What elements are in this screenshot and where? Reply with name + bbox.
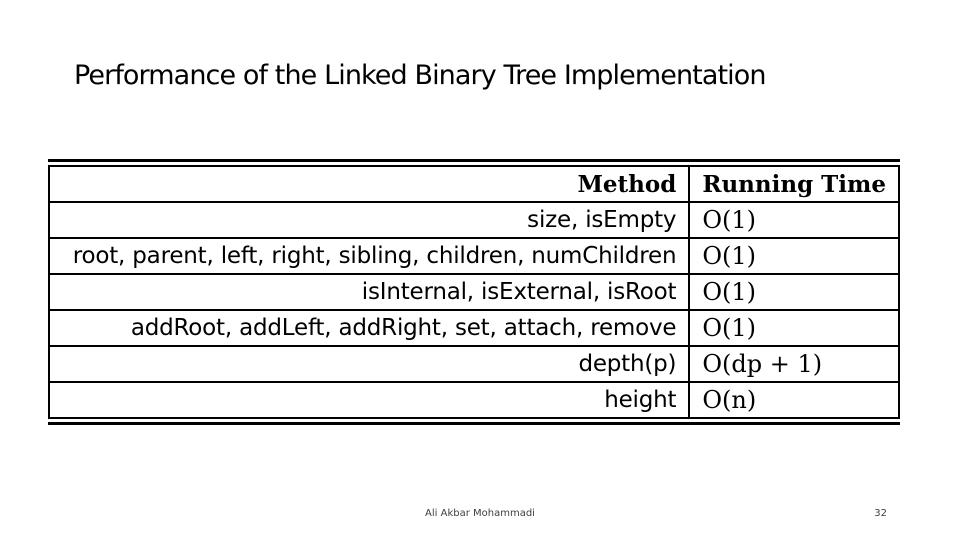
table-row bbox=[49, 382, 899, 418]
running-time-cell: O(1) bbox=[689, 274, 899, 310]
page-number: 32 bbox=[874, 508, 887, 519]
method-cell: isInternal, isExternal, isRoot bbox=[49, 274, 689, 310]
running-time-column-header: Running Time bbox=[689, 166, 899, 202]
method-cell: addRoot, addLeft, addRight, set, attach, remove bbox=[49, 310, 689, 346]
method-cell: depth(p) bbox=[49, 346, 689, 382]
running-time-cell: O(n) bbox=[689, 382, 899, 418]
table-row bbox=[49, 310, 899, 346]
running-time-cell: O(1) bbox=[689, 202, 899, 238]
running-time-cell: O(1) bbox=[689, 238, 899, 274]
table-bottom-rule bbox=[48, 422, 900, 425]
method-cell: size, isEmpty bbox=[49, 202, 689, 238]
table-header-row bbox=[49, 166, 899, 202]
method-column-header: Method bbox=[49, 166, 689, 202]
performance-table bbox=[48, 165, 900, 419]
footer-author: Ali Akbar Mohammadi bbox=[425, 508, 535, 519]
table-row bbox=[49, 274, 899, 310]
table-row bbox=[49, 346, 899, 382]
running-time-cell: O(1) bbox=[689, 310, 899, 346]
method-cell: height bbox=[49, 382, 689, 418]
method-cell: root, parent, left, right, sibling, children, numChildren bbox=[49, 238, 689, 274]
running-time-cell: O(dp + 1) bbox=[689, 346, 899, 382]
table-row bbox=[49, 238, 899, 274]
slide-title: Performance of the Linked Binary Tree Implementation bbox=[74, 60, 766, 91]
complexity-table bbox=[48, 159, 900, 425]
table-row bbox=[49, 202, 899, 238]
